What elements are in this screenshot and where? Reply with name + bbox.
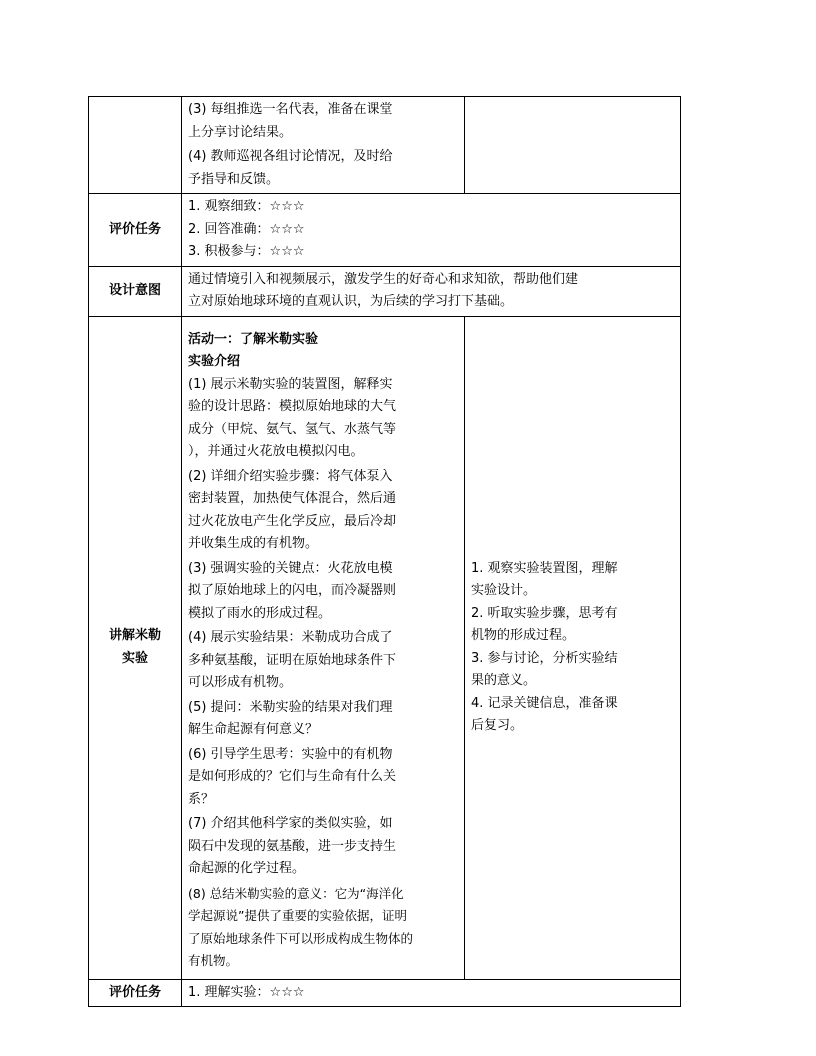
activity-title: 活动一：了解米勒实验 — [188, 331, 319, 347]
text-line: 命起源的化学过程。 — [188, 861, 306, 876]
student-step-2 — [471, 603, 674, 648]
section-title: 实验介绍 — [188, 354, 241, 369]
design-intent-cell — [182, 266, 681, 316]
text-line: 验的设计思路：模拟原始地球的大气 — [188, 399, 397, 414]
text-line: 模拟了雨水的形成过程。 — [188, 605, 332, 621]
miller-teacher-cell — [182, 316, 465, 979]
teacher-step-4 — [188, 627, 458, 695]
text-line: 1. 观察实验装置图，理解 — [471, 560, 618, 576]
text-line: 有机物。 — [188, 953, 239, 968]
text-line: 予指导和反馈。 — [188, 171, 280, 187]
continuation-label-cell — [89, 97, 182, 194]
evaluation-cell — [182, 194, 681, 267]
text-line: 了原始地球条件下可以形成构成生物体的 — [188, 930, 414, 946]
miller-label-line: 讲解米勒 — [108, 628, 161, 643]
student-step-1 — [471, 558, 674, 603]
miller-label-line: 实验 — [121, 650, 148, 666]
teacher-step-3 — [188, 558, 458, 626]
teacher-step-5 — [188, 697, 458, 742]
text-line: (7) 介绍其他科学家的类似实验，如 — [188, 816, 393, 831]
continuation-teacher-cell — [182, 97, 465, 194]
student-step-3 — [471, 648, 674, 693]
text-line: (8) 总结米勒实验的意义：它为“海洋化 — [188, 885, 404, 901]
text-line: 是如何形成的？它们与生命有什么关 — [188, 769, 397, 784]
text-line: (6) 引导学生思考：实验中的有机物 — [188, 746, 393, 762]
teacher-step-6 — [188, 744, 458, 812]
text-line: 后复习。 — [471, 718, 524, 733]
design-intent-row — [89, 266, 681, 316]
teacher-step-1 — [188, 374, 458, 464]
evaluation-item: 2. 回答准确：☆☆☆ — [188, 221, 305, 237]
miller-student-cell — [465, 316, 681, 979]
text-line: 学起源说”提供了重要的实验依据，证明 — [188, 908, 407, 923]
text-line: 机物的形成过程。 — [471, 628, 576, 643]
design-intent-label: 设计意图 — [89, 266, 182, 316]
text-line: 4. 记录关键信息，准备课 — [471, 695, 618, 711]
text-line: (3) 每组推选一名代表，准备在课堂 — [188, 102, 393, 117]
evaluation-item: 1. 观察细致：☆☆☆ — [188, 199, 305, 214]
evaluation-label: 评价任务 — [89, 194, 182, 267]
text-line: 系？ — [188, 791, 215, 807]
continuation-student-cell — [465, 97, 681, 194]
text-line: 实验设计。 — [471, 583, 537, 598]
text-line: 通过情境引入和视频展示，激发学生的好奇心和求知欲，帮助他们建 — [188, 271, 579, 287]
text-line: 2. 听取实验步骤，思考有 — [471, 605, 618, 621]
text-line: (3) 强调实验的关键点：火花放电模 — [188, 560, 393, 576]
text-line: 并收集生成的有机物。 — [188, 536, 319, 551]
text-line: 上分享讨论结果。 — [188, 124, 293, 140]
teacher-step-2 — [188, 466, 458, 556]
teacher-step-8 — [188, 883, 458, 973]
text-line: ），并通过火花放电模拟闪电。 — [188, 444, 364, 459]
miller-row — [89, 316, 681, 979]
text-line: 过火花放电产生化学反应，最后冷却 — [188, 513, 397, 529]
text-line: (2) 详细介绍实验步骤：将气体泵入 — [188, 468, 393, 484]
text-line: (4) 展示实验结果：米勒成功合成了 — [188, 630, 393, 645]
text-line: 多种氨基酸，证明在原始地球条件下 — [188, 652, 397, 668]
text-line: 密封装置，加热使气体混合，然后通 — [188, 491, 397, 506]
text-line: (5) 提问：米勒实验的结果对我们理 — [188, 699, 393, 715]
text-line: 可以形成有机物。 — [188, 675, 293, 690]
text-line: 立对原始地球环境的直观认识，为后续的学习打下基础。 — [188, 294, 514, 309]
evaluation-row — [89, 194, 681, 267]
text-line: 解生命起源有何意义？ — [188, 722, 319, 737]
text-line: (4) 教师巡视各组讨论情况，及时给 — [188, 149, 393, 164]
evaluation-item: 3. 积极参与：☆☆☆ — [188, 244, 305, 259]
evaluation-item: 1. 理解实验：☆☆☆ — [188, 984, 305, 1000]
text-line: 成分（甲烷、氨气、氢气、水蒸气等 — [188, 421, 397, 437]
continuation-row — [89, 97, 681, 194]
miller-label — [89, 316, 182, 979]
student-step-4 — [471, 693, 674, 738]
evaluation-cell — [182, 979, 681, 1007]
text-line: 果的意义。 — [471, 673, 537, 688]
text-line: (1) 展示米勒实验的装置图，解释实 — [188, 376, 393, 392]
evaluation-row-2 — [89, 979, 681, 1007]
text-line: 拟了原始地球上的闪电，而冷凝器则 — [188, 583, 397, 598]
text-line: 陨石中发现的氨基酸，进一步支持生 — [188, 838, 397, 854]
teacher-step-7 — [188, 813, 458, 881]
lesson-plan-table — [88, 96, 681, 1007]
evaluation-label: 评价任务 — [89, 979, 182, 1007]
text-line: 3. 参与讨论，分析实验结 — [471, 650, 618, 666]
